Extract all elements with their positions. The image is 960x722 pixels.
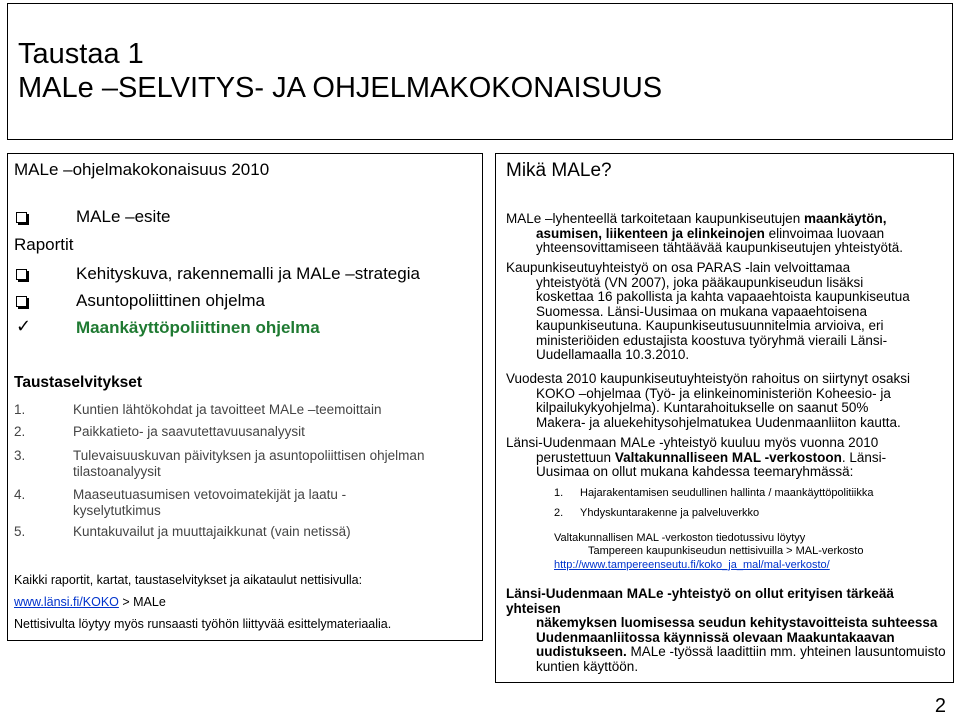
- checkbox-icon: [16, 212, 27, 223]
- checkbox-icon: [16, 296, 27, 307]
- selvitys-number: 4.: [14, 487, 26, 502]
- p2-line: Suomessa. Länsi-Uusimaa on mukana vapaaehtoisena: [536, 303, 867, 319]
- p5-bold: Länsi-Uudenmaan MALe -yhteistyö on ollut erityisen tärkeää yhteisen: [506, 586, 894, 616]
- verkosto-link[interactable]: http://www.tampereenseutu.fi/koko_ja_mal/mal-verkosto/: [554, 559, 830, 571]
- p4-bold: Valtakunnalliseen MAL -verkostoon: [614, 449, 842, 465]
- selvitys-item: Maaseutuasumisen vetovoimatekijät ja laatu -: [73, 487, 347, 502]
- selvitys-number: 2.: [14, 424, 26, 439]
- teema-number: 1.: [554, 487, 564, 499]
- selvitys-number: 5.: [14, 524, 26, 539]
- p5-bold: uudistukseen.: [536, 644, 627, 659]
- selvitys-number: 3.: [14, 448, 26, 463]
- report-item: Asuntopoliittinen ohjelma: [76, 291, 266, 310]
- right-panel: [495, 153, 954, 683]
- p1-text: MALe –lyhenteellä tarkoitetaan kaupunkiseutujen: [506, 211, 804, 226]
- taustaselvitykset-heading: Taustaselvitykset: [14, 374, 143, 391]
- paragraph-rahoitus: [506, 372, 948, 430]
- program-heading: MALe –ohjelmakokonaisuus 2010: [14, 160, 270, 179]
- esite-label: MALe –esite: [76, 207, 171, 226]
- footer-note: Nettisivulta löytyy myös runsaasti työhön liittyvää esittelymateriaalia.: [14, 617, 392, 631]
- paragraph-paras: [506, 261, 948, 363]
- slide-title: Taustaa 1: [18, 38, 144, 70]
- p4-text: perustettuun: [536, 449, 615, 465]
- p5-bold: Uudenmaanliitossa käynnissä olevaan Maakuntakaavan: [536, 629, 895, 645]
- p3-line: kilpailukykyohjelma). Kuntarahoitukselle on saanut 50%: [536, 400, 869, 415]
- selvitys-item: Kuntakuvailut ja muuttajaikkunat (vain netissä): [73, 524, 351, 539]
- p3-line: KOKO –ohjelmaa (Työ- ja elinkeinoministeriön Koheesio- ja: [536, 385, 891, 401]
- p1-text: elinvoimaa luovaan: [764, 225, 885, 241]
- all-reports-text: Kaikki raportit, kartat, taustaselvitykset ja aikataulut nettisivulla:: [14, 573, 363, 587]
- selvitys-item-cont: tilastoanalyysit: [73, 464, 161, 479]
- report-item: Kehityskuva, rakennemalli ja MALe –strategia: [76, 264, 420, 283]
- p5-text: kuntien käyttöön.: [536, 658, 639, 674]
- p2-line: Kaupunkiseutuyhteistyö on osa PARAS -lain velvoittamaa: [506, 260, 851, 275]
- verkosto-info-cont: Tampereen kaupunkiseudun nettisivuilla > MAL-verkosto: [588, 545, 864, 557]
- koko-link[interactable]: www.länsi.fi/KOKO: [14, 595, 119, 609]
- teema-item: Yhdyskuntarakenne ja palveluverkko: [580, 507, 760, 519]
- check-mark-icon: ✓: [16, 316, 32, 336]
- checked-report-item: Maankäyttöpoliittinen ohjelma: [76, 318, 320, 337]
- p3-line: Vuodesta 2010 kaupunkiseutuyhteistyön rahoitus on siirtynyt osaksi: [506, 371, 910, 386]
- p1-bold: maankäytön,: [803, 211, 887, 226]
- p2-line: yhteistyötä (VN 2007), joka pääkaupunkiseudun lisäksi: [536, 274, 864, 290]
- slide-subtitle: MALe –SELVITYS- JA OHJELMAKOKONAISUUS: [18, 72, 663, 104]
- p1-text: yhteensovittamiseen tähtäävää kaupunkiseutujen yhteistyötä.: [536, 240, 903, 255]
- p4-line: Uusimaa on ollut mukana kahdessa teemaryhmässä:: [536, 464, 854, 479]
- p2-line: kaupunkiseutuna. Kaupunkiseutusuunnitelmia arvioiva, eri: [536, 318, 884, 333]
- p4-text: . Länsi-: [841, 449, 887, 465]
- p1-bold: asumisen, liikenteen ja elinkeinojen: [536, 225, 765, 241]
- selvitys-item: Kuntien lähtökohdat ja tavoitteet MALe –teemoittain: [73, 402, 382, 417]
- teema-item: Hajarakentamisen seudullinen hallinta / maankäyttöpolitiikka: [580, 487, 874, 499]
- right-heading: Mikä MALe?: [506, 160, 612, 181]
- title-box: [7, 3, 953, 140]
- teema-number: 2.: [554, 507, 564, 519]
- paragraph-verkosto: [506, 436, 948, 480]
- p3-line: Makera- ja aluekehitysohjelmatukea Uudenmaanliiton kautta.: [536, 414, 901, 430]
- selvitys-item-cont: kyselytutkimus: [73, 503, 161, 518]
- selvitys-number: 1.: [14, 402, 26, 417]
- p5-text: MALe -työssä laadittiin mm. yhteinen lausuntomuisto: [626, 644, 946, 659]
- selvitys-item: Paikkatieto- ja saavutettavuusanalyysit: [73, 424, 305, 439]
- selvitys-item: Tulevaisuuskuvan päivityksen ja asuntopoliittisen ohjelman: [73, 448, 425, 463]
- p2-line: koskettaa 16 pakollista ja kahta vapaaehtoista kaupunkiseutua: [536, 289, 910, 304]
- checkbox-icon: [16, 269, 27, 280]
- p2-line: Uudellamaalla 10.3.2010.: [536, 347, 690, 362]
- verkosto-info: Valtakunnallisen MAL -verkoston tiedotussivu löytyy: [554, 532, 806, 544]
- link-suffix: > MALe: [118, 595, 166, 609]
- page-number: 2: [934, 695, 946, 717]
- paragraph-summary: [506, 587, 948, 674]
- left-panel: [7, 153, 483, 641]
- p5-bold: näkemyksen luomisessa seudun kehitystavoitteista suhteessa: [536, 615, 938, 630]
- raportit-label: Raportit: [14, 235, 74, 254]
- paragraph-intro: [506, 212, 948, 256]
- p4-line: Länsi-Uudenmaan MALe -yhteistyö kuuluu myös vuonna 2010: [506, 435, 879, 450]
- p2-line: ministeriöiden edustajista koostuva työryhmä vieraili Länsi-: [536, 332, 888, 348]
